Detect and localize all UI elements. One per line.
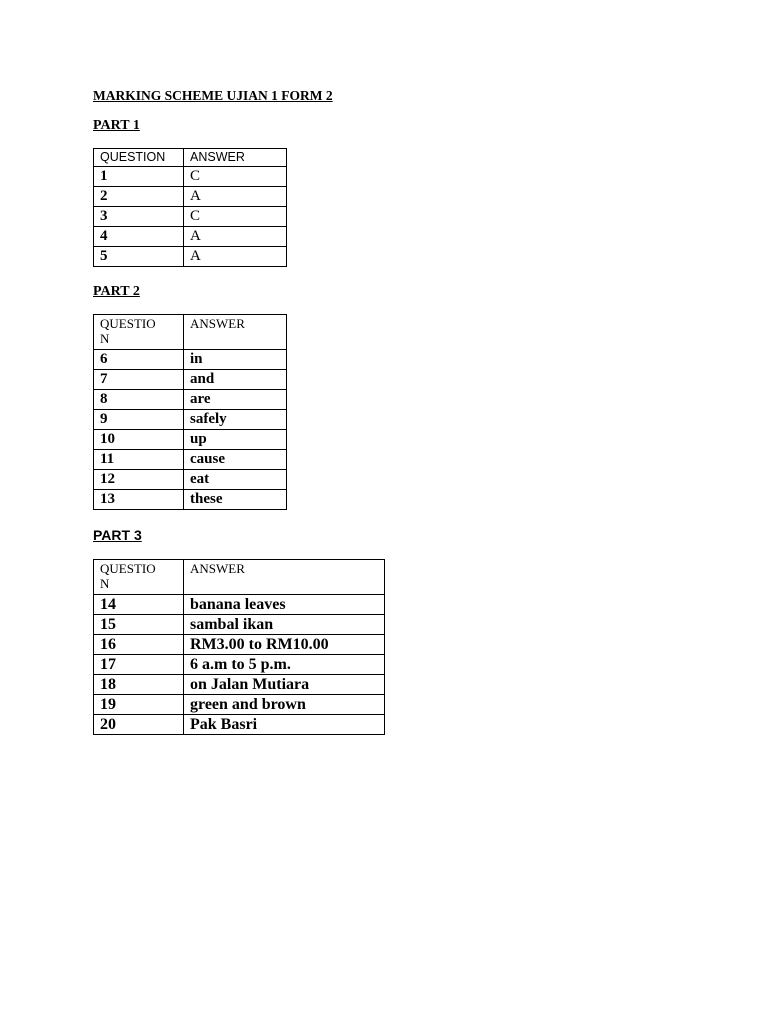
question-number: 4 [94,227,184,247]
answer-column-header: ANSWER [184,149,287,167]
answer-cell: 6 a.m to 5 p.m. [184,655,385,675]
part2-heading: PART 2 [93,284,140,299]
table-row [94,655,385,675]
question-number: 12 [94,470,184,490]
question-number: 19 [94,695,184,715]
question-number: 13 [94,490,184,510]
part1-heading: PART 1 [93,118,140,133]
part3-answer-table [93,559,385,735]
question-number: 2 [94,187,184,207]
table-row [94,450,287,470]
answer-cell: Pak Basri [184,715,385,735]
answer-cell: these [184,490,287,510]
table-row [94,490,287,510]
answer-cell: banana leaves [184,595,385,615]
answer-column-header: ANSWER [184,560,385,595]
question-number: 9 [94,410,184,430]
table-row [94,470,287,490]
question-column-header [94,560,184,595]
answer-cell: A [184,247,287,267]
question-number: 10 [94,430,184,450]
answer-column-header: ANSWER [184,315,287,350]
table-row [94,695,385,715]
question-number: 18 [94,675,184,695]
question-number: 17 [94,655,184,675]
table-row [94,207,287,227]
answer-cell: C [184,167,287,187]
part3-heading: PART 3 [93,527,142,543]
table-row [94,430,287,450]
question-column-header: QUESTION [94,149,184,167]
table-header-row [94,149,287,167]
question-number: 6 [94,350,184,370]
answer-cell: on Jalan Mutiara [184,675,385,695]
table-row [94,410,287,430]
answer-cell: cause [184,450,287,470]
answer-cell: green and brown [184,695,385,715]
table-row [94,390,287,410]
table-header-row [94,560,385,595]
answer-cell: in [184,350,287,370]
question-number: 14 [94,595,184,615]
answer-cell: sambal ikan [184,615,385,635]
table-header-row [94,315,287,350]
part2-answer-table [93,314,287,510]
table-row [94,715,385,735]
answer-cell: are [184,390,287,410]
question-number: 11 [94,450,184,470]
question-number: 3 [94,207,184,227]
table-row [94,595,385,615]
question-number: 7 [94,370,184,390]
answer-cell: RM3.00 to RM10.00 [184,635,385,655]
table-row [94,615,385,635]
answer-cell: A [184,227,287,247]
question-number: 16 [94,635,184,655]
part1-answer-table [93,148,287,267]
answer-cell: A [184,187,287,207]
table-row [94,370,287,390]
question-number: 8 [94,390,184,410]
table-row [94,187,287,207]
document-title: MARKING SCHEME UJIAN 1 FORM 2 [93,88,333,103]
question-column-header [94,315,184,350]
question-number: 20 [94,715,184,735]
table-row [94,675,385,695]
table-row [94,167,287,187]
question-number: 15 [94,615,184,635]
question-column-header-text: QUESTION [100,561,156,591]
question-column-header-text: QUESTION [100,316,156,346]
answer-cell: up [184,430,287,450]
question-number: 1 [94,167,184,187]
table-row [94,227,287,247]
answer-cell: safely [184,410,287,430]
answer-cell: eat [184,470,287,490]
question-number: 5 [94,247,184,267]
answer-cell: and [184,370,287,390]
table-row [94,350,287,370]
answer-cell: C [184,207,287,227]
table-row [94,247,287,267]
table-row [94,635,385,655]
